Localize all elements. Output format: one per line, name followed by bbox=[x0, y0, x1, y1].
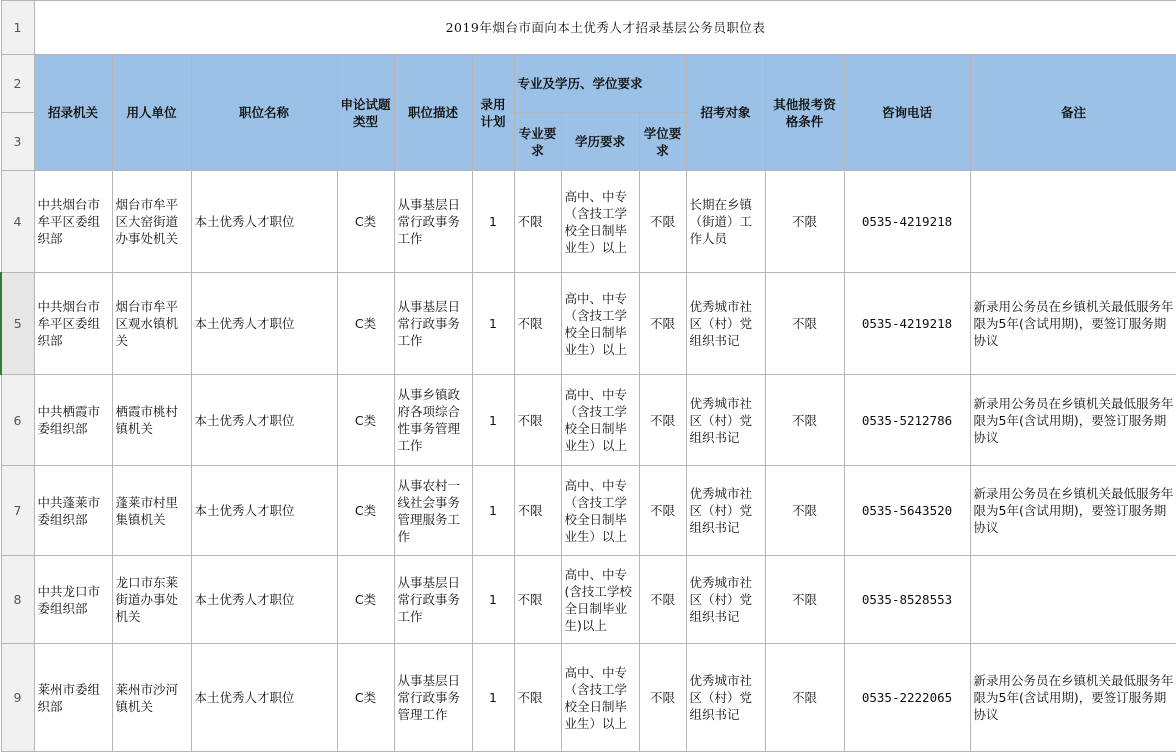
cell-exam-type[interactable]: C类 bbox=[337, 556, 394, 644]
sheet-title[interactable]: 2019年烟台市面向本土优秀人才招录基层公务员职位表 bbox=[34, 1, 1176, 55]
table-row bbox=[1, 273, 1176, 375]
table-row bbox=[1, 556, 1176, 644]
header-phone[interactable]: 咨询电话 bbox=[844, 55, 970, 171]
row-header-2[interactable]: 2 bbox=[1, 55, 34, 113]
cell-education[interactable]: 高中、中专（含技工学校全日制毕业生）以上 bbox=[561, 375, 639, 466]
cell-education[interactable]: 高中、中专(含技工学校全日制毕业生)以上 bbox=[561, 556, 639, 644]
table-row bbox=[1, 375, 1176, 466]
cell-agency[interactable]: 中共烟台市牟平区委组织部 bbox=[34, 171, 112, 273]
cell-remarks[interactable]: 新录用公务员在乡镇机关最低服务年限为5年(含试用期)，要签订服务期协议 bbox=[970, 644, 1176, 752]
cell-other[interactable]: 不限 bbox=[765, 273, 844, 375]
cell-remarks[interactable] bbox=[970, 556, 1176, 644]
cell-major[interactable]: 不限 bbox=[514, 644, 561, 752]
cell-degree[interactable]: 不限 bbox=[639, 466, 686, 556]
cell-position[interactable]: 本土优秀人才职位 bbox=[191, 644, 337, 752]
header-degree[interactable]: 学位要求 bbox=[639, 113, 686, 171]
cell-unit[interactable]: 烟台市牟平区大窑街道办事处机关 bbox=[112, 171, 191, 273]
cell-quota[interactable]: 1 bbox=[472, 644, 514, 752]
row-header-3[interactable]: 3 bbox=[1, 113, 34, 171]
cell-position[interactable]: 本土优秀人才职位 bbox=[191, 556, 337, 644]
cell-exam-type[interactable]: C类 bbox=[337, 644, 394, 752]
header-quota[interactable]: 录用计划 bbox=[472, 55, 514, 171]
cell-description[interactable]: 从事基层日常行政事务管理工作 bbox=[394, 644, 472, 752]
cell-target[interactable]: 优秀城市社区（村）党组织书记 bbox=[686, 375, 765, 466]
cell-target[interactable]: 优秀城市社区（村）党组织书记 bbox=[686, 273, 765, 375]
header-remarks[interactable]: 备注 bbox=[970, 55, 1176, 171]
cell-other[interactable]: 不限 bbox=[765, 466, 844, 556]
header-target[interactable]: 招考对象 bbox=[686, 55, 765, 171]
table-row bbox=[1, 466, 1176, 556]
header-description[interactable]: 职位描述 bbox=[394, 55, 472, 171]
header-major[interactable]: 专业要求 bbox=[514, 113, 561, 171]
cell-description[interactable]: 从事农村一线社会事务管理服务工作 bbox=[394, 466, 472, 556]
row-header-5[interactable]: 5 bbox=[1, 273, 34, 375]
row-header-1[interactable]: 1 bbox=[1, 1, 34, 55]
row-header-9[interactable]: 9 bbox=[1, 644, 34, 752]
cell-degree[interactable]: 不限 bbox=[639, 644, 686, 752]
cell-phone[interactable]: 0535-8528553 bbox=[844, 556, 970, 644]
cell-education[interactable]: 高中、中专（含技工学校全日制毕业生）以上 bbox=[561, 171, 639, 273]
cell-agency[interactable]: 莱州市委组织部 bbox=[34, 644, 112, 752]
header-unit[interactable]: 用人单位 bbox=[112, 55, 191, 171]
cell-major[interactable]: 不限 bbox=[514, 556, 561, 644]
header-other[interactable]: 其他报考资格条件 bbox=[765, 55, 844, 171]
row-header-4[interactable]: 4 bbox=[1, 171, 34, 273]
header-exam-type[interactable]: 申论试题类型 bbox=[337, 55, 394, 171]
cell-education[interactable]: 高中、中专（含技工学校全日制毕业生）以上 bbox=[561, 466, 639, 556]
row-header-8[interactable]: 8 bbox=[1, 556, 34, 644]
cell-phone[interactable]: 0535-2222065 bbox=[844, 644, 970, 752]
cell-exam-type[interactable]: C类 bbox=[337, 273, 394, 375]
cell-agency[interactable]: 中共龙口市委组织部 bbox=[34, 556, 112, 644]
cell-position[interactable]: 本土优秀人才职位 bbox=[191, 171, 337, 273]
cell-agency[interactable]: 中共烟台市牟平区委组织部 bbox=[34, 273, 112, 375]
cell-phone[interactable]: 0535-4219218 bbox=[844, 171, 970, 273]
cell-unit[interactable]: 栖霞市桃村镇机关 bbox=[112, 375, 191, 466]
cell-major[interactable]: 不限 bbox=[514, 171, 561, 273]
cell-education[interactable]: 高中、中专（含技工学校全日制毕业生）以上 bbox=[561, 273, 639, 375]
cell-unit[interactable]: 蓬莱市村里集镇机关 bbox=[112, 466, 191, 556]
cell-degree[interactable]: 不限 bbox=[639, 171, 686, 273]
cell-remarks[interactable]: 新录用公务员在乡镇机关最低服务年限为5年(含试用期)，要签订服务期协议 bbox=[970, 375, 1176, 466]
cell-position[interactable]: 本土优秀人才职位 bbox=[191, 466, 337, 556]
cell-agency[interactable]: 中共栖霞市委组织部 bbox=[34, 375, 112, 466]
cell-position[interactable]: 本土优秀人才职位 bbox=[191, 375, 337, 466]
cell-degree[interactable]: 不限 bbox=[639, 273, 686, 375]
cell-unit[interactable]: 烟台市牟平区观水镇机关 bbox=[112, 273, 191, 375]
cell-major[interactable]: 不限 bbox=[514, 466, 561, 556]
row-header-6[interactable]: 6 bbox=[1, 375, 34, 466]
cell-description[interactable]: 从事基层日常行政事务工作 bbox=[394, 556, 472, 644]
cell-phone[interactable]: 0535-4219218 bbox=[844, 273, 970, 375]
cell-description[interactable]: 从事基层日常行政事务工作 bbox=[394, 171, 472, 273]
cell-agency[interactable]: 中共蓬莱市委组织部 bbox=[34, 466, 112, 556]
header-position[interactable]: 职位名称 bbox=[191, 55, 337, 171]
header-edu-group[interactable]: 专业及学历、学位要求 bbox=[514, 55, 686, 113]
cell-description[interactable]: 从事基层日常行政事务工作 bbox=[394, 273, 472, 375]
header-agency[interactable]: 招录机关 bbox=[34, 55, 112, 171]
cell-unit[interactable]: 龙口市东莱街道办事处机关 bbox=[112, 556, 191, 644]
cell-exam-type[interactable]: C类 bbox=[337, 466, 394, 556]
cell-education[interactable]: 高中、中专（含技工学校全日制毕业生）以上 bbox=[561, 644, 639, 752]
cell-phone[interactable]: 0535-5643520 bbox=[844, 466, 970, 556]
cell-other[interactable]: 不限 bbox=[765, 171, 844, 273]
cell-quota[interactable]: 1 bbox=[472, 375, 514, 466]
cell-phone[interactable]: 0535-5212786 bbox=[844, 375, 970, 466]
cell-quota[interactable]: 1 bbox=[472, 466, 514, 556]
cell-target[interactable]: 长期在乡镇（街道）工作人员 bbox=[686, 171, 765, 273]
cell-target[interactable]: 优秀城市社区（村）党组织书记 bbox=[686, 644, 765, 752]
cell-remarks[interactable] bbox=[970, 171, 1176, 273]
cell-description[interactable]: 从事乡镇政府各项综合性事务管理工作 bbox=[394, 375, 472, 466]
cell-remarks[interactable]: 新录用公务员在乡镇机关最低服务年限为5年(含试用期)，要签订服务期协议 bbox=[970, 273, 1176, 375]
header-education[interactable]: 学历要求 bbox=[561, 113, 639, 171]
cell-unit[interactable]: 莱州市沙河镇机关 bbox=[112, 644, 191, 752]
cell-quota[interactable]: 1 bbox=[472, 171, 514, 273]
cell-major[interactable]: 不限 bbox=[514, 273, 561, 375]
cell-other[interactable]: 不限 bbox=[765, 556, 844, 644]
cell-position[interactable]: 本土优秀人才职位 bbox=[191, 273, 337, 375]
cell-major[interactable]: 不限 bbox=[514, 375, 561, 466]
cell-quota[interactable]: 1 bbox=[472, 273, 514, 375]
table-row bbox=[1, 644, 1176, 752]
table-row bbox=[1, 171, 1176, 273]
cell-degree[interactable]: 不限 bbox=[639, 375, 686, 466]
cell-other[interactable]: 不限 bbox=[765, 644, 844, 752]
cell-target[interactable]: 优秀城市社区（村）党组织书记 bbox=[686, 466, 765, 556]
cell-target[interactable]: 优秀城市社区（村）党组织书记 bbox=[686, 556, 765, 644]
cell-degree[interactable]: 不限 bbox=[639, 556, 686, 644]
cell-remarks[interactable]: 新录用公务员在乡镇机关最低服务年限为5年(含试用期)，要签订服务期协议 bbox=[970, 466, 1176, 556]
cell-exam-type[interactable]: C类 bbox=[337, 171, 394, 273]
cell-other[interactable]: 不限 bbox=[765, 375, 844, 466]
cell-quota[interactable]: 1 bbox=[472, 556, 514, 644]
row-header-7[interactable]: 7 bbox=[1, 466, 34, 556]
cell-exam-type[interactable]: C类 bbox=[337, 375, 394, 466]
